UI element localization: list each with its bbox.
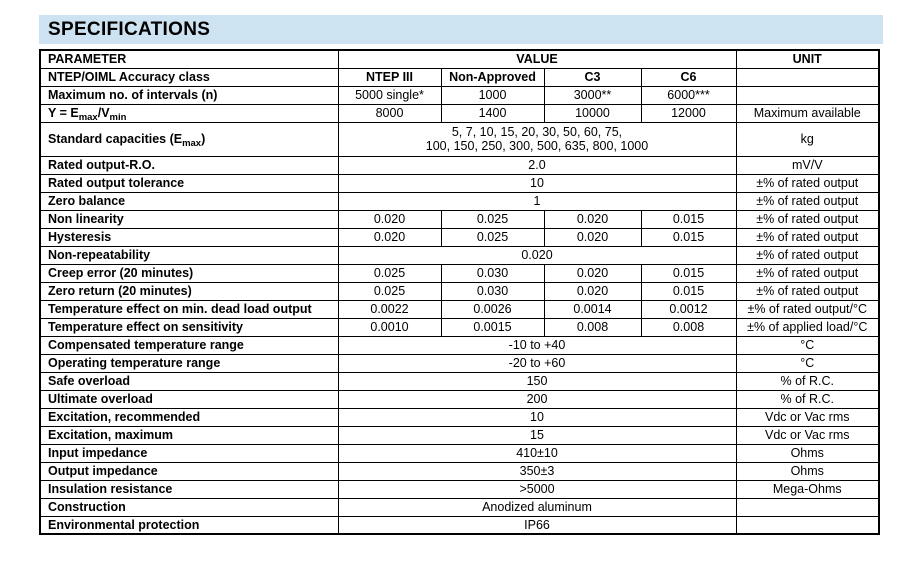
unit-cell: ±% of rated output <box>736 264 879 282</box>
unit-cell <box>736 516 879 534</box>
unit-cell: ±% of rated output <box>736 174 879 192</box>
parameter-subscript: max <box>182 138 202 149</box>
unit-column-header: UNIT <box>736 50 879 68</box>
parameter-cell: Hysteresis <box>40 228 338 246</box>
value-span-cell <box>338 122 736 156</box>
table-row <box>40 498 879 516</box>
value-cell: 0.025 <box>338 282 441 300</box>
value-cell: 0.020 <box>338 228 441 246</box>
parameter-cell: NTEP/OIML Accuracy class <box>40 68 338 86</box>
value-span-cell: Anodized aluminum <box>338 498 736 516</box>
table-row <box>40 156 879 174</box>
section-title-bar <box>39 15 883 44</box>
unit-cell: ±% of rated output <box>736 246 879 264</box>
unit-cell <box>736 68 879 86</box>
value-cell: C3 <box>544 68 641 86</box>
value-span-cell: 2.0 <box>338 156 736 174</box>
value-cell: C6 <box>641 68 736 86</box>
table-row <box>40 246 879 264</box>
parameter-cell: Zero return (20 minutes) <box>40 282 338 300</box>
value-cell: 6000*** <box>641 86 736 104</box>
value-span-cell: 15 <box>338 426 736 444</box>
value-cell: 0.030 <box>441 264 544 282</box>
parameter-cell: Non linearity <box>40 210 338 228</box>
parameter-text: ) <box>201 132 206 146</box>
value-cell: 0.015 <box>641 264 736 282</box>
table-row <box>40 354 879 372</box>
parameter-cell: Safe overload <box>40 372 338 390</box>
value-cell: 0.025 <box>441 228 544 246</box>
table-row <box>40 336 879 354</box>
value-cell: 0.020 <box>544 264 641 282</box>
unit-cell: % of R.C. <box>736 390 879 408</box>
value-cell: 0.025 <box>338 264 441 282</box>
table-row <box>40 86 879 104</box>
parameter-cell: Construction <box>40 498 338 516</box>
value-cell: 5000 single* <box>338 86 441 104</box>
value-cell: 0.0010 <box>338 318 441 336</box>
parameter-cell: Creep error (20 minutes) <box>40 264 338 282</box>
value-cell: Non-Approved <box>441 68 544 86</box>
section-title: SPECIFICATIONS <box>48 18 211 40</box>
value-span-cell: -20 to +60 <box>338 354 736 372</box>
specifications-table <box>39 49 880 535</box>
table-row <box>40 462 879 480</box>
unit-cell: Ohms <box>736 444 879 462</box>
value-cell: 0.015 <box>641 210 736 228</box>
value-span-cell: 1 <box>338 192 736 210</box>
table-row <box>40 68 879 86</box>
parameter-subscript: min <box>109 112 127 122</box>
parameter-cell: Excitation, maximum <box>40 426 338 444</box>
value-cell: 12000 <box>641 104 736 122</box>
table-row <box>40 174 879 192</box>
table-row <box>40 444 879 462</box>
unit-cell: Ohms <box>736 462 879 480</box>
value-cell: 0.020 <box>338 210 441 228</box>
unit-cell: °C <box>736 336 879 354</box>
value-span-cell: -10 to +40 <box>338 336 736 354</box>
parameter-cell: Input impedance <box>40 444 338 462</box>
parameter-cell: Rated output-R.O. <box>40 156 338 174</box>
value-cell: 0.008 <box>641 318 736 336</box>
value-cell: 3000** <box>544 86 641 104</box>
value-cell: 1400 <box>441 104 544 122</box>
parameter-cell: Temperature effect on min. dead load output <box>40 300 338 318</box>
table-row <box>40 228 879 246</box>
value-cell: NTEP III <box>338 68 441 86</box>
value-cell: 8000 <box>338 104 441 122</box>
unit-cell: ±% of rated output <box>736 192 879 210</box>
table-row <box>40 480 879 498</box>
parameter-text: Y = E <box>48 106 79 120</box>
parameter-cell: Output impedance <box>40 462 338 480</box>
unit-cell: Vdc or Vac rms <box>736 408 879 426</box>
unit-cell: Mega-Ohms <box>736 480 879 498</box>
table-row <box>40 426 879 444</box>
value-cell: 0.0012 <box>641 300 736 318</box>
unit-cell: % of R.C. <box>736 372 879 390</box>
parameter-cell: Compensated temperature range <box>40 336 338 354</box>
parameter-cell: Zero balance <box>40 192 338 210</box>
value-cell: 0.0026 <box>441 300 544 318</box>
table-row <box>40 372 879 390</box>
table-row <box>40 104 879 122</box>
parameter-cell <box>40 104 338 122</box>
value-span-cell: >5000 <box>338 480 736 498</box>
parameter-cell: Rated output tolerance <box>40 174 338 192</box>
value-cell: 0.015 <box>641 282 736 300</box>
spec-table-body <box>40 68 879 534</box>
parameter-cell: Non-repeatability <box>40 246 338 264</box>
value-span-cell: 150 <box>338 372 736 390</box>
parameter-cell: Excitation, recommended <box>40 408 338 426</box>
unit-cell: Maximum available <box>736 104 879 122</box>
parameter-cell: Ultimate overload <box>40 390 338 408</box>
unit-cell: ±% of rated output <box>736 210 879 228</box>
unit-cell: Vdc or Vac rms <box>736 426 879 444</box>
table-row <box>40 264 879 282</box>
parameter-text: Standard capacities (E <box>48 132 183 146</box>
parameter-subscript: max <box>78 112 98 122</box>
table-row <box>40 210 879 228</box>
value-column-header: VALUE <box>338 50 736 68</box>
value-cell: 10000 <box>544 104 641 122</box>
value-line: 100, 150, 250, 300, 500, 635, 800, 1000 <box>425 139 649 153</box>
parameter-text: /V <box>97 106 110 120</box>
value-cell: 0.020 <box>544 228 641 246</box>
value-cell: 0.020 <box>544 282 641 300</box>
parameter-cell: Operating temperature range <box>40 354 338 372</box>
table-row <box>40 390 879 408</box>
table-row <box>40 192 879 210</box>
value-span-cell: IP66 <box>338 516 736 534</box>
value-span-cell: 350±3 <box>338 462 736 480</box>
value-span-cell: 0.020 <box>338 246 736 264</box>
unit-cell: ±% of rated output/°C <box>736 300 879 318</box>
parameter-cell: Insulation resistance <box>40 480 338 498</box>
value-cell: 0.025 <box>441 210 544 228</box>
value-span-cell: 200 <box>338 390 736 408</box>
unit-cell: ±% of rated output <box>736 228 879 246</box>
unit-cell: ±% of rated output <box>736 282 879 300</box>
unit-cell: °C <box>736 354 879 372</box>
table-row <box>40 318 879 336</box>
unit-cell: mV/V <box>736 156 879 174</box>
parameter-cell: Environmental protection <box>40 516 338 534</box>
table-row <box>40 516 879 534</box>
value-cell: 0.020 <box>544 210 641 228</box>
table-row <box>40 282 879 300</box>
value-span-cell: 10 <box>338 174 736 192</box>
value-cell: 1000 <box>441 86 544 104</box>
value-cell: 0.008 <box>544 318 641 336</box>
unit-cell: ±% of applied load/°C <box>736 318 879 336</box>
unit-cell <box>736 498 879 516</box>
parameter-cell: Maximum no. of intervals (n) <box>40 86 338 104</box>
table-row <box>40 300 879 318</box>
unit-cell <box>736 86 879 104</box>
value-line: 5, 7, 10, 15, 20, 30, 50, 60, 75, <box>451 125 623 139</box>
value-cell: 0.0015 <box>441 318 544 336</box>
value-span-cell: 410±10 <box>338 444 736 462</box>
value-cell: 0.0022 <box>338 300 441 318</box>
parameter-column-header: PARAMETER <box>40 50 338 68</box>
table-row <box>40 408 879 426</box>
parameter-cell <box>40 122 338 156</box>
unit-cell: kg <box>736 122 879 156</box>
value-cell: 0.015 <box>641 228 736 246</box>
value-cell: 0.0014 <box>544 300 641 318</box>
value-span-cell: 10 <box>338 408 736 426</box>
table-header-row <box>40 50 879 68</box>
table-row <box>40 122 879 156</box>
value-cell: 0.030 <box>441 282 544 300</box>
parameter-cell: Temperature effect on sensitivity <box>40 318 338 336</box>
